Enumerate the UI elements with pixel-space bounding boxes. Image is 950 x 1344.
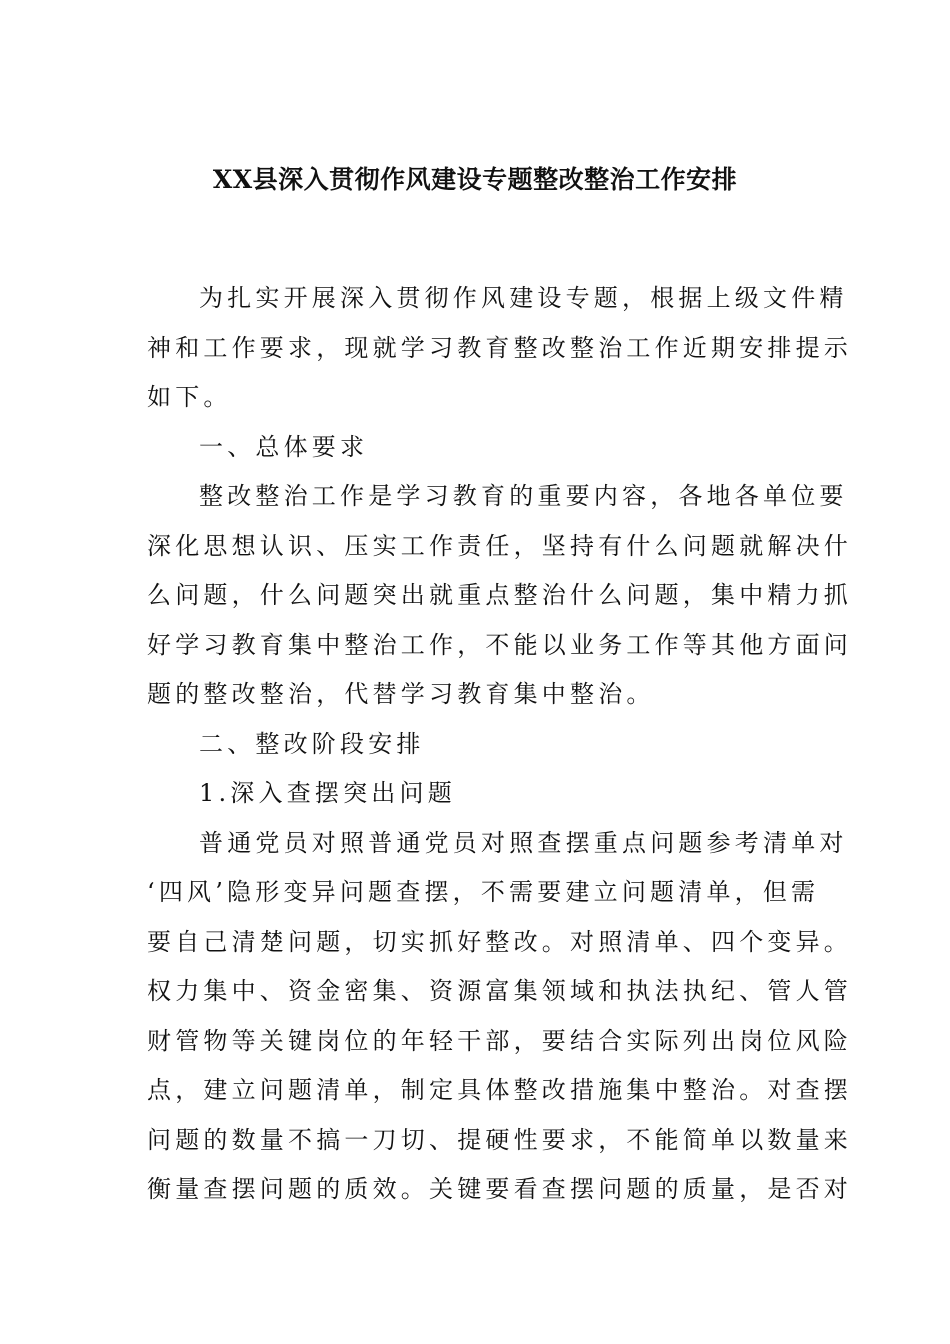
intro-paragraph [147, 274, 852, 423]
text-line: 深化思想认识、压实工作责任，坚持有什么问题就解决什 [147, 531, 852, 560]
document-body [147, 274, 852, 1215]
text-line: 权力集中、资金密集、资源富集领域和执法执纪、管人管 [147, 977, 852, 1005]
text-line: 整改整治工作是学习教育的重要内容，各地各单位要 [199, 482, 848, 510]
text-line: ‘四风’隐形变异问题查摆，不需要建立问题清单，但需 [147, 878, 820, 906]
text-line: 么问题，什么问题突出就重点整治什么问题，集中精力抓 [147, 581, 852, 609]
text-line: 衡量查摆问题的质效。关键要看查摆问题的质量，是否对 [147, 1175, 852, 1203]
text-line: 点，建立问题清单，制定具体整改措施集中整治。对查摆 [147, 1076, 852, 1104]
subsection1-paragraph [147, 819, 852, 1215]
section-heading-general-requirements: 一、总体要求 [199, 432, 369, 461]
text-line: 问题的数量不搞一刀切、提硬性要求，不能简单以数量来 [147, 1125, 852, 1154]
text-line: 如下。 [147, 383, 232, 411]
text-line: 好学习教育集中整治工作，不能以业务工作等其他方面问 [147, 630, 852, 659]
section1-paragraph [147, 472, 852, 720]
text-line: 为扎实开展深入贯彻作风建设专题，根据上级文件精 [199, 284, 848, 312]
text-line: 题的整改整治，代替学习教育集中整治。 [147, 680, 655, 708]
subsection-heading-find-problems: 1.深入查摆突出问题 [199, 779, 456, 807]
document-title: XX县深入贯彻作风建设专题整改整治工作安排 [212, 165, 738, 194]
text-line: 要自己清楚问题，切实抓好整改。对照清单、四个变异。 [147, 927, 852, 956]
text-line: 神和工作要求，现就学习教育整改整治工作近期安排提示 [147, 333, 852, 362]
section-heading-rectification-stage: 二、整改阶段安排 [199, 729, 425, 758]
text-line: 普通党员对照普通党员对照查摆重点问题参考清单对 [199, 828, 848, 857]
text-line: 财管物等关键岗位的年轻干部，要结合实际列出岗位风险 [147, 1026, 852, 1055]
